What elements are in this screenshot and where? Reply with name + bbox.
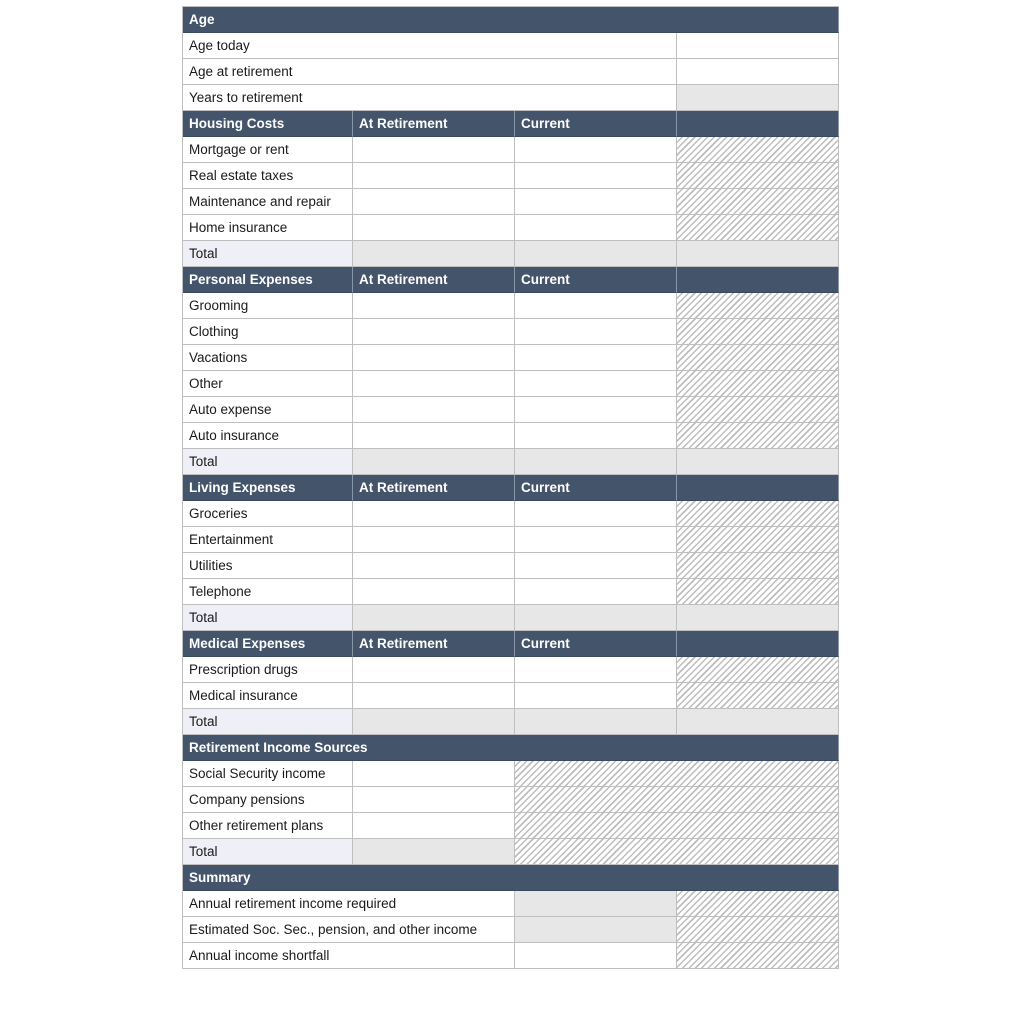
input-cell-at-retirement[interactable] xyxy=(353,683,515,709)
hatched-cell xyxy=(677,163,839,189)
input-cell-current[interactable] xyxy=(515,345,677,371)
row-label: Vacations xyxy=(183,345,353,371)
input-cell-current[interactable] xyxy=(515,137,677,163)
section-header-summary: Summary xyxy=(183,865,839,891)
input-cell-value[interactable] xyxy=(353,761,515,787)
hatched-cell xyxy=(677,527,839,553)
row-label: Other retirement plans xyxy=(183,813,353,839)
input-cell-at-retirement[interactable] xyxy=(353,163,515,189)
hatched-cell xyxy=(515,761,839,787)
input-cell-current[interactable] xyxy=(515,501,677,527)
row-label: Annual retirement income required xyxy=(183,891,515,917)
input-cell-current[interactable] xyxy=(515,579,677,605)
computed-cell xyxy=(353,839,515,865)
total-row-label: Total xyxy=(183,241,353,267)
input-cell-at-retirement[interactable] xyxy=(353,397,515,423)
row-label: Telephone xyxy=(183,579,353,605)
input-cell-current[interactable] xyxy=(515,657,677,683)
input-cell-at-retirement[interactable] xyxy=(353,423,515,449)
input-cell-at-retirement[interactable] xyxy=(353,293,515,319)
hatched-cell xyxy=(677,579,839,605)
input-cell-current[interactable] xyxy=(515,397,677,423)
row-label: Clothing xyxy=(183,319,353,345)
input-cell-value[interactable] xyxy=(515,943,677,969)
row-label: Auto expense xyxy=(183,397,353,423)
column-header-at-retirement: At Retirement xyxy=(353,631,515,657)
section-header-housing-costs: Housing Costs xyxy=(183,111,353,137)
column-header-current: Current xyxy=(515,631,677,657)
hatched-cell xyxy=(677,371,839,397)
computed-cell xyxy=(515,891,677,917)
hatched-cell xyxy=(677,683,839,709)
total-row-label: Total xyxy=(183,839,353,865)
hatched-cell xyxy=(677,943,839,969)
input-cell-current[interactable] xyxy=(515,683,677,709)
computed-cell xyxy=(677,709,839,735)
input-cell-at-retirement[interactable] xyxy=(353,319,515,345)
hatched-cell xyxy=(677,553,839,579)
row-label: Entertainment xyxy=(183,527,353,553)
input-cell-value[interactable] xyxy=(353,787,515,813)
column-header-at-retirement: At Retirement xyxy=(353,267,515,293)
input-cell-current[interactable] xyxy=(515,319,677,345)
hatched-cell xyxy=(515,839,839,865)
computed-cell xyxy=(515,241,677,267)
computed-cell xyxy=(515,449,677,475)
row-label: Other xyxy=(183,371,353,397)
input-cell-current[interactable] xyxy=(515,163,677,189)
input-cell-current[interactable] xyxy=(515,371,677,397)
column-header-at-retirement: At Retirement xyxy=(353,475,515,501)
input-cell-value[interactable] xyxy=(677,59,839,85)
section-header-age: Age xyxy=(183,7,839,33)
column-header-current: Current xyxy=(515,111,677,137)
computed-cell xyxy=(353,709,515,735)
total-row-label: Total xyxy=(183,449,353,475)
retirement-worksheet xyxy=(182,6,839,969)
hatched-cell xyxy=(677,501,839,527)
column-header-spacer xyxy=(677,631,839,657)
row-label: Estimated Soc. Sec., pension, and other income xyxy=(183,917,515,943)
input-cell-value[interactable] xyxy=(353,813,515,839)
computed-cell xyxy=(677,85,839,111)
hatched-cell xyxy=(677,423,839,449)
input-cell-current[interactable] xyxy=(515,189,677,215)
input-cell-value[interactable] xyxy=(677,33,839,59)
total-row-label: Total xyxy=(183,605,353,631)
column-header-spacer xyxy=(677,475,839,501)
row-label: Age today xyxy=(183,33,677,59)
input-cell-at-retirement[interactable] xyxy=(353,579,515,605)
input-cell-at-retirement[interactable] xyxy=(353,501,515,527)
row-label: Medical insurance xyxy=(183,683,353,709)
section-header-retirement-income-sources: Retirement Income Sources xyxy=(183,735,839,761)
hatched-cell xyxy=(677,319,839,345)
input-cell-at-retirement[interactable] xyxy=(353,657,515,683)
input-cell-current[interactable] xyxy=(515,293,677,319)
input-cell-current[interactable] xyxy=(515,553,677,579)
hatched-cell xyxy=(515,787,839,813)
computed-cell xyxy=(677,241,839,267)
section-header-living-expenses: Living Expenses xyxy=(183,475,353,501)
input-cell-current[interactable] xyxy=(515,423,677,449)
computed-cell xyxy=(353,449,515,475)
row-label: Prescription drugs xyxy=(183,657,353,683)
hatched-cell xyxy=(677,657,839,683)
computed-cell xyxy=(515,917,677,943)
hatched-cell xyxy=(515,813,839,839)
computed-cell xyxy=(515,605,677,631)
input-cell-at-retirement[interactable] xyxy=(353,345,515,371)
column-header-spacer xyxy=(677,267,839,293)
computed-cell xyxy=(677,605,839,631)
row-label: Home insurance xyxy=(183,215,353,241)
column-header-at-retirement: At Retirement xyxy=(353,111,515,137)
input-cell-at-retirement[interactable] xyxy=(353,215,515,241)
row-label: Age at retirement xyxy=(183,59,677,85)
input-cell-at-retirement[interactable] xyxy=(353,553,515,579)
input-cell-current[interactable] xyxy=(515,215,677,241)
input-cell-at-retirement[interactable] xyxy=(353,371,515,397)
row-label: Years to retirement xyxy=(183,85,677,111)
row-label: Auto insurance xyxy=(183,423,353,449)
input-cell-at-retirement[interactable] xyxy=(353,189,515,215)
row-label: Company pensions xyxy=(183,787,353,813)
hatched-cell xyxy=(677,345,839,371)
column-header-current: Current xyxy=(515,475,677,501)
section-header-medical-expenses: Medical Expenses xyxy=(183,631,353,657)
computed-cell xyxy=(353,241,515,267)
hatched-cell xyxy=(677,137,839,163)
computed-cell xyxy=(353,605,515,631)
hatched-cell xyxy=(677,917,839,943)
row-label: Social Security income xyxy=(183,761,353,787)
row-label: Real estate taxes xyxy=(183,163,353,189)
row-label: Mortgage or rent xyxy=(183,137,353,163)
hatched-cell xyxy=(677,215,839,241)
computed-cell xyxy=(677,449,839,475)
computed-cell xyxy=(515,709,677,735)
column-header-spacer xyxy=(677,111,839,137)
hatched-cell xyxy=(677,189,839,215)
row-label: Annual income shortfall xyxy=(183,943,515,969)
section-header-personal-expenses: Personal Expenses xyxy=(183,267,353,293)
total-row-label: Total xyxy=(183,709,353,735)
hatched-cell xyxy=(677,891,839,917)
row-label: Maintenance and repair xyxy=(183,189,353,215)
input-cell-at-retirement[interactable] xyxy=(353,137,515,163)
input-cell-current[interactable] xyxy=(515,527,677,553)
hatched-cell xyxy=(677,397,839,423)
row-label: Utilities xyxy=(183,553,353,579)
input-cell-at-retirement[interactable] xyxy=(353,527,515,553)
row-label: Grooming xyxy=(183,293,353,319)
hatched-cell xyxy=(677,293,839,319)
column-header-current: Current xyxy=(515,267,677,293)
row-label: Groceries xyxy=(183,501,353,527)
